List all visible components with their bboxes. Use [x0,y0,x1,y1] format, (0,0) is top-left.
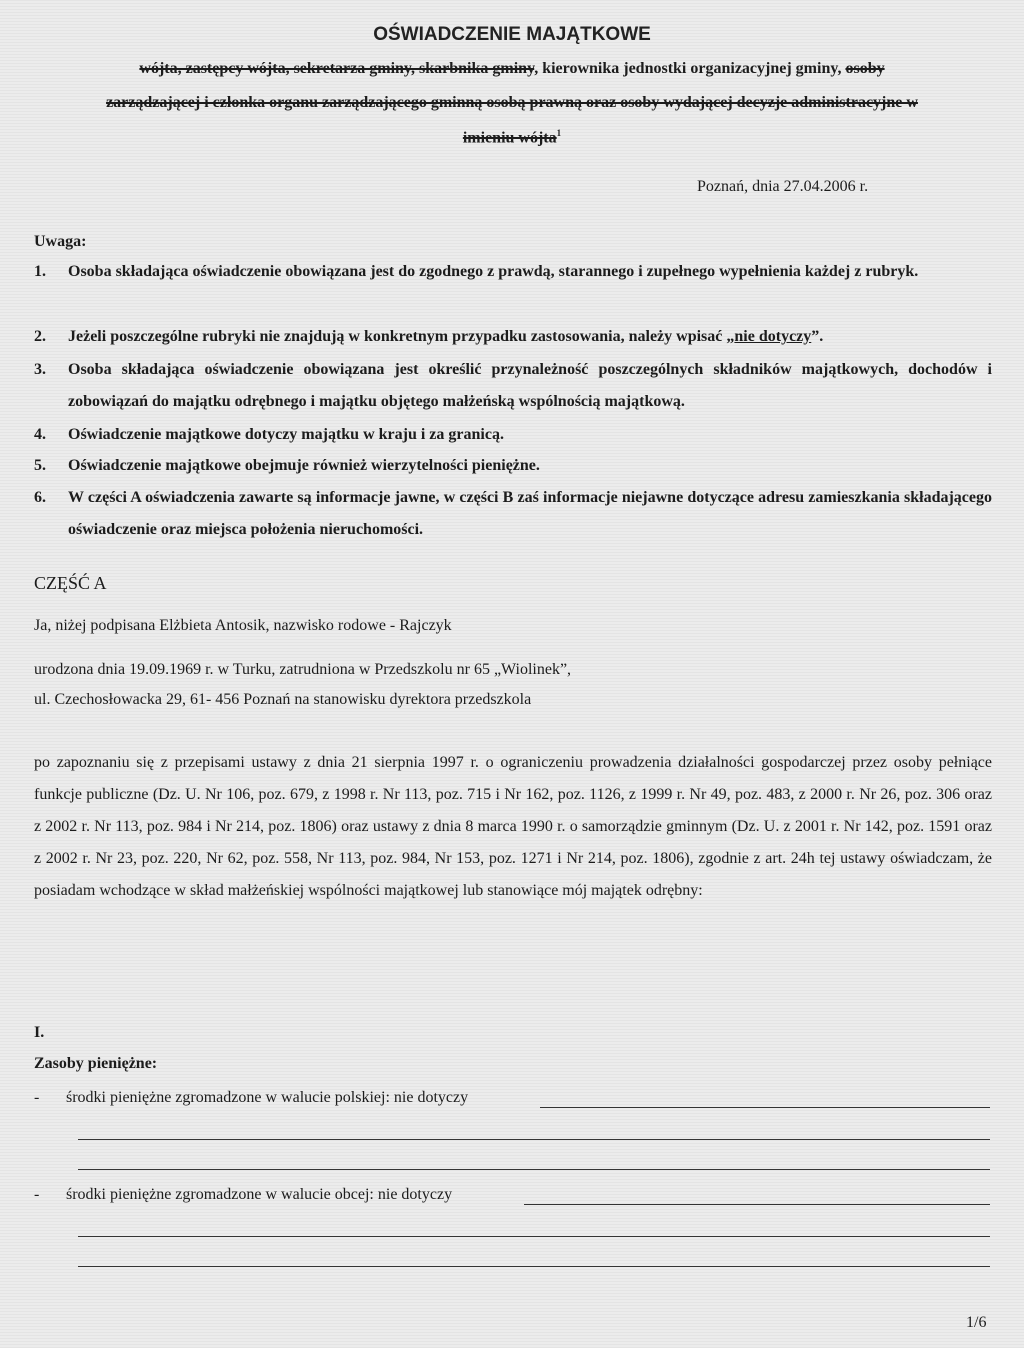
note-text-part: Jeżeli poszczególne rubryki nie znajdują w konkretnym przypadku zastosowania, należy wpisać „ [68,328,735,345]
struck-positions-4: imieniu wójta [462,129,557,147]
fill-line [78,1266,990,1267]
header-line-2 [30,94,994,112]
fill-line [78,1236,990,1237]
fill-line [540,1107,990,1108]
header-line-1 [30,60,994,78]
list-dash: - [34,1089,40,1106]
note-number: 5. [34,457,46,474]
date-line: Poznań, dnia 27.04.2006 r. [697,178,869,195]
section-heading: Zasoby pieniężne: [34,1055,158,1072]
note-number: 2. [34,328,46,345]
note-text: Osoba składająca oświadczenie obowiązana jest określić przynależność poszczególnych składników majątkowych, dochodów i zobowiązań do majątku odrębnego i majątku objętego małżeńską wspólnością majątkową. [68,361,992,410]
section-number: I. [34,1024,45,1041]
legal-basis-paragraph: po zapoznaniu się z przepisami ustawy z dnia 21 sierpnia 1997 r. o ograniczeniu prowadzenia działalności gospodarczej przez osoby pełniące funkcje publiczne (Dz. U. Nr 106, poz. 679, z 1998 r. Nr 113, poz. 715 i Nr 162, poz. 1126, z 1999 r. Nr 49, poz. 483, z 2000 r. Nr 26, poz. 306 oraz z 2002 r. Nr 113, poz. 984 i Nr 214, poz. 1806) oraz ustawy z dnia 8 marca 1990 r. o samorządzie gminnym (Dz. U. z 2001 r. Nr 142, poz. 1591 oraz z 2002 r. Nr 23, poz. 220, Nr 62, poz. 558, Nr 113, poz. 984, Nr 153, poz. 1271 i Nr 214, poz. 1806), zgodnie z art. 24h tej ustawy oświadczam, że posiadam wchodzące w skład małżeńskiej wspólności majątkowej lub stanowiące mój majątek odrębny: [34,754,992,899]
header-line-3 [30,128,994,147]
note-underlined-text: nie dotyczy [734,328,812,345]
note-text: W części A oświadczenia zawarte są informacje jawne, w części B zaś informacje niejawne dotyczące adresu zamieszkania składającego oświadczenie oraz miejsca położenia nieruchomości. [68,489,992,538]
note-text: Oświadczenie majątkowe dotyczy majątku w kraju i za granicą. [68,426,504,443]
note-text [68,321,992,353]
declarant-birth-line: urodzona dnia 19.09.1969 r. w Turku, zatrudniona w Przedszkolu nr 65 „Wiolinek”, [34,661,572,678]
struck-positions-2: osoby [845,60,885,77]
field-label-foreign-funds: środki pieniężne zgromadzone w walucie obcej: nie dotyczy [66,1186,453,1203]
struck-positions-1: wójta, zastępcy wójta, sekretarza gminy, skarbnika gminy [139,60,535,77]
field-label-pln-funds: środki pieniężne zgromadzone w walucie polskiej: nie dotyczy [66,1089,469,1106]
note-text: Oświadczenie majątkowe obejmuje również wierzytelności pieniężne. [68,457,540,474]
declarant-name-line: Ja, niżej podpisana Elżbieta Antosik, nazwisko rodowe - Rajczyk [34,617,452,634]
header-plain-text: , kierownika jednostki organizacyjnej gminy, [534,60,846,77]
struck-positions-3: zarządzającej i członka organu zarządzającego gminną osobą prawną oraz osoby wydającej decyzje administracyjne w [106,94,918,111]
note-text-part: ”. [811,328,824,345]
notes-heading: Uwaga: [34,233,87,250]
part-a-heading: CZĘŚĆ A [34,573,107,593]
document-title: OŚWIADCZENIE MAJĄTKOWE [373,24,651,45]
note-number: 6. [34,489,46,506]
fill-line [524,1204,990,1205]
fill-line [78,1169,990,1170]
footnote-mark: 1 [556,128,562,138]
page-number: 1/6 [966,1314,987,1331]
list-dash: - [34,1186,40,1203]
fill-line [78,1139,990,1140]
declarant-address-line: ul. Czechosłowacka 29, 61- 456 Poznań na stanowisku dyrektora przedszkola [34,691,532,708]
note-number: 4. [34,426,46,443]
note-number: 3. [34,361,46,378]
note-text: Osoba składająca oświadczenie obowiązana jest do zgodnego z prawdą, starannego i zupełnego wypełnienia każdej z rubryk. [68,263,919,280]
note-number: 1. [34,263,46,280]
